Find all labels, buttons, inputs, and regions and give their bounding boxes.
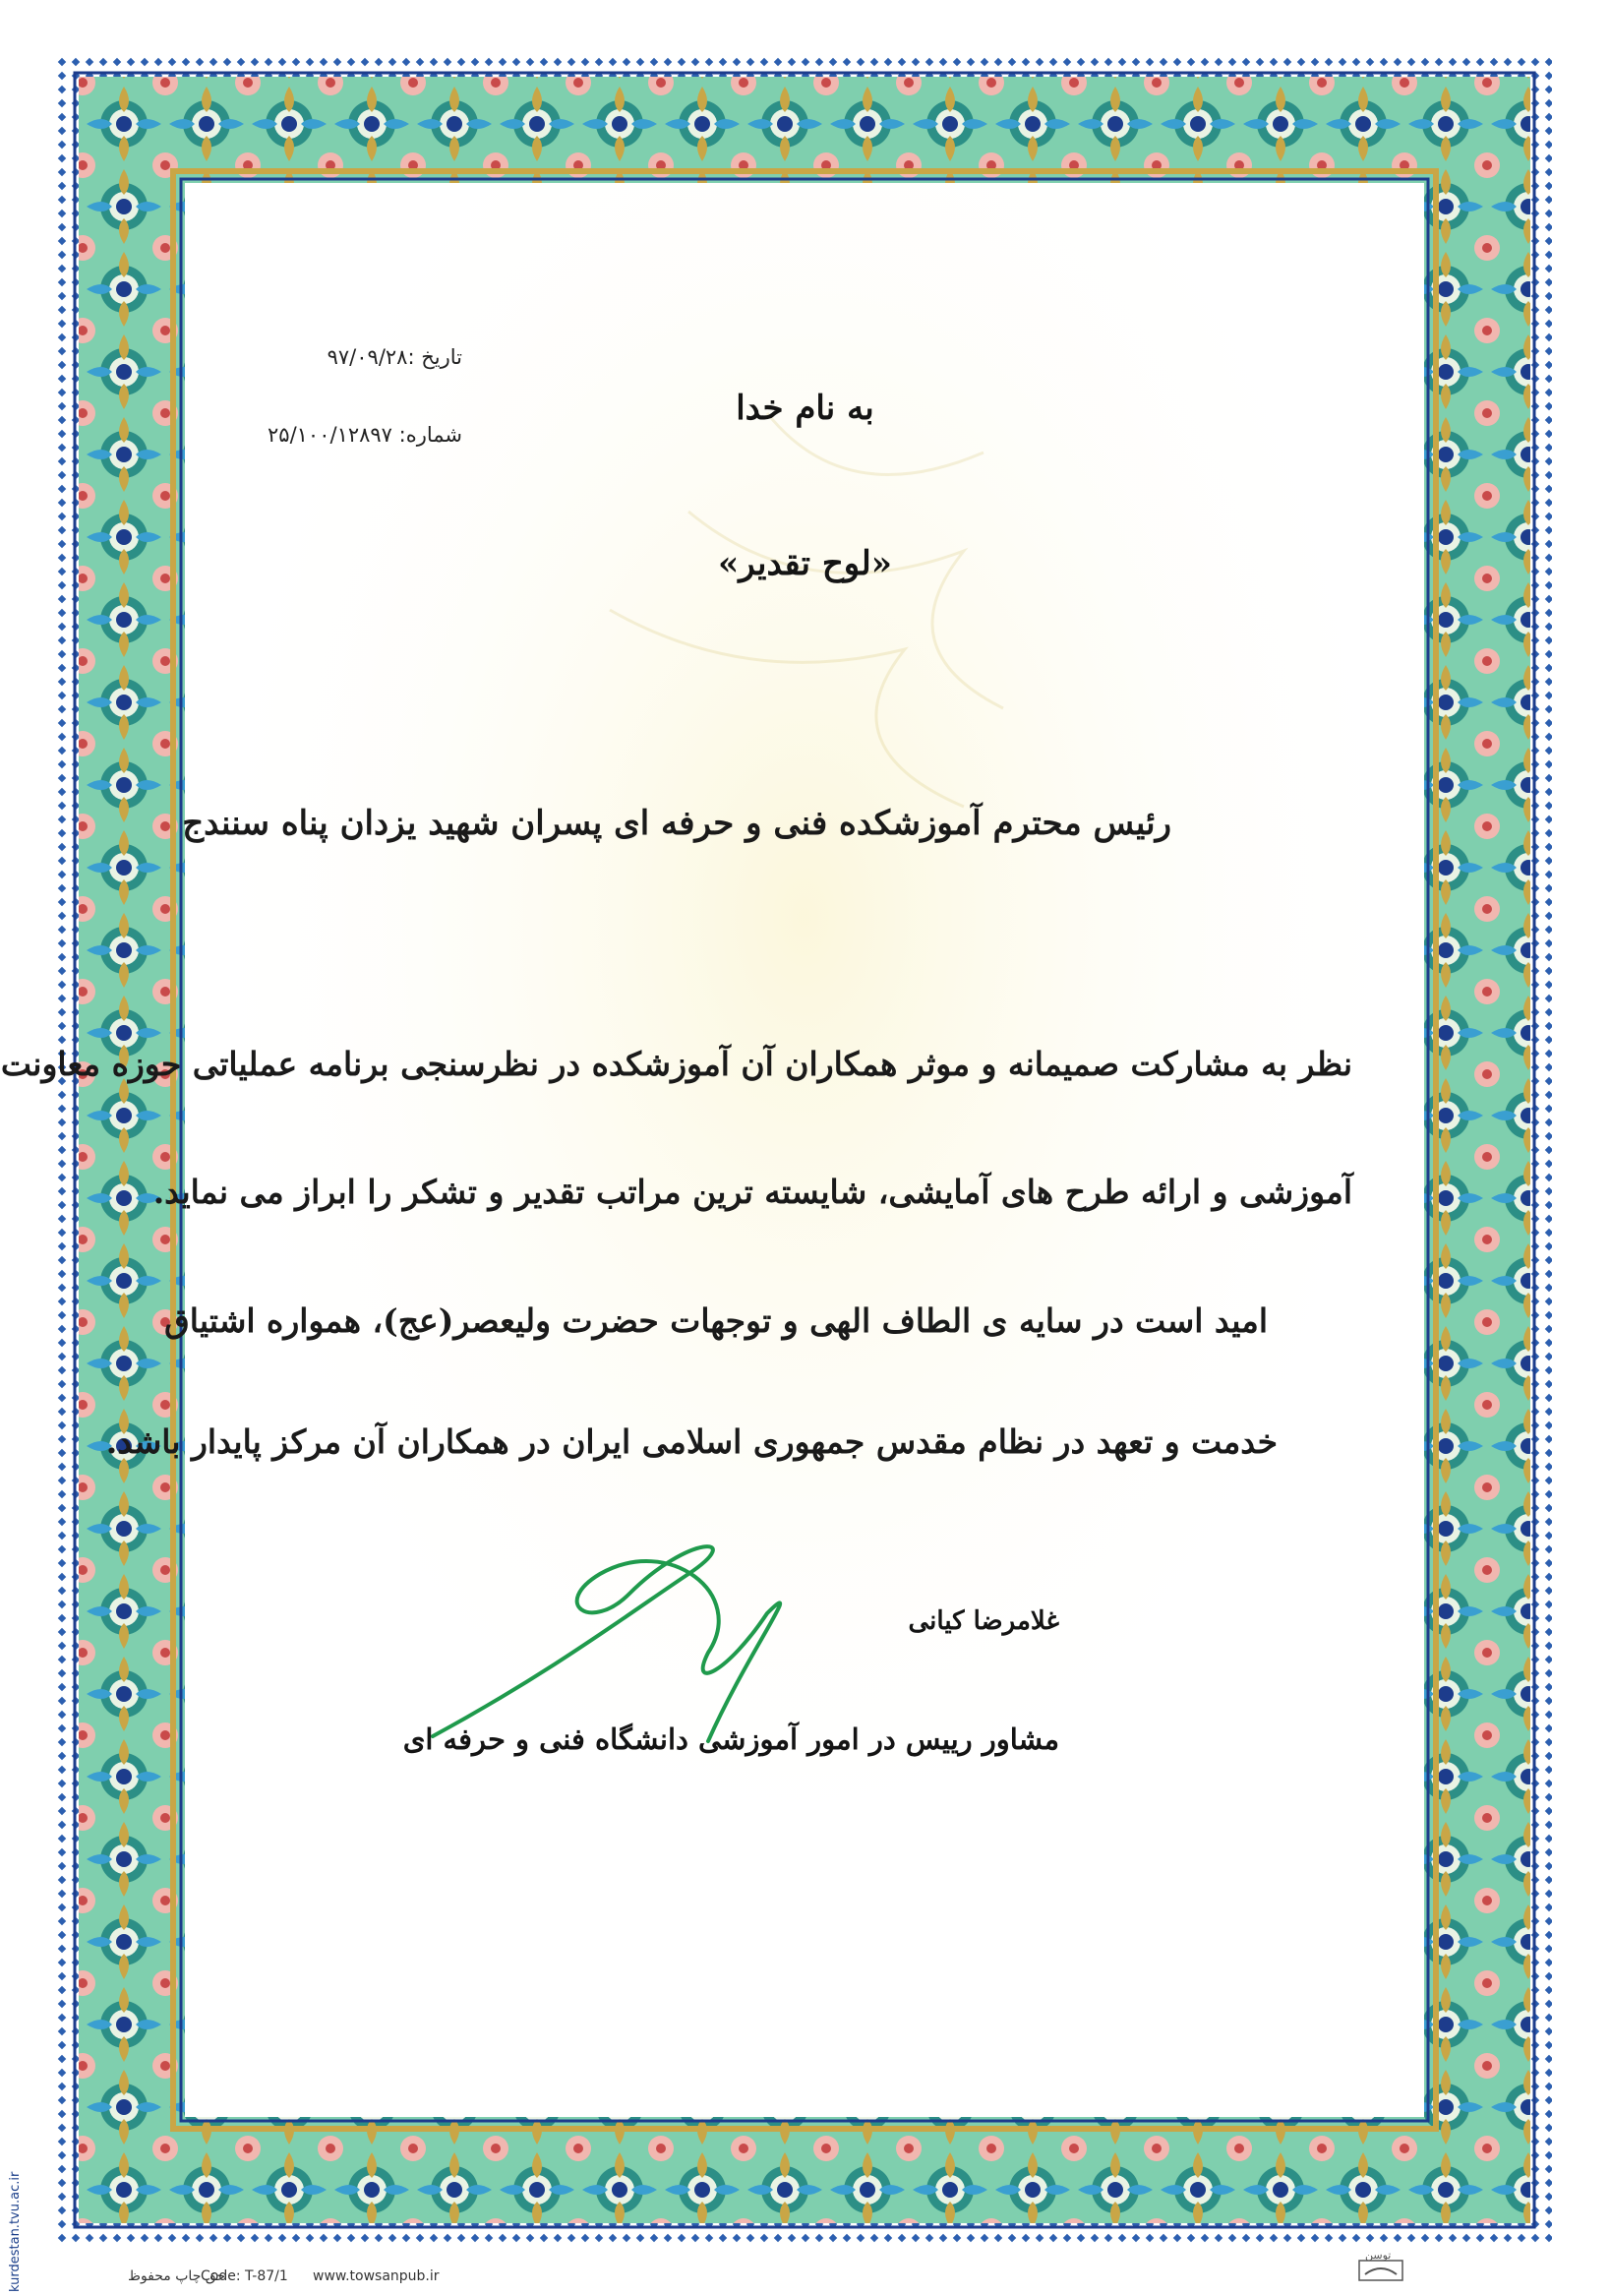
footer-rights: حق چاپ محفوظ (128, 2268, 226, 2284)
recipient-line: رئیس محترم آموزشکده فنی و حرفه ای پسران شهید یزدان پناه سنندج (182, 804, 1171, 843)
publisher-logo-text: توسن (1365, 2249, 1392, 2262)
signer-name: غلامرضا کیانی (908, 1606, 1059, 1636)
body-line-2: آموزشی و ارائه طرح های آمایشی، شایسته ترین مراتب تقدیر و تشکر را ابراز می نماید. (152, 1173, 1352, 1211)
side-watermark: kurdestan.tvu.ac.ir (8, 2171, 23, 2292)
footer-code: Code: T-87/1 (201, 2268, 288, 2284)
signer-title: مشاور رییس در امور آموزشی دانشگاه فنی و حرفه ای (402, 1722, 1059, 1756)
body-line-4: خدمت و تعهد در نظام مقدس جمهوری اسلامی ایران در همکاران آن مرکز پایدار باشد. (105, 1422, 1278, 1461)
footer-website: www.towsanpub.ir (313, 2268, 440, 2284)
date-line: تاریخ :۹۷/۰۹/۲۸ (327, 345, 462, 369)
number-line: شماره: ۲۵/۱۰۰/۱۲۸۹۷ (268, 423, 462, 447)
body-line-1: نظر به مشارکت صمیمانه و موثر همکاران آن آموزشکده در نظرسنجی برنامه عملیاتی حوزه معاونت (0, 1045, 1352, 1083)
document-title: «لوح تقدیر» (718, 544, 892, 583)
publisher-logo-icon (1359, 2261, 1402, 2280)
body-line-3: امید است در سایه ی الطاف الهی و توجهات حضرت ولیعصر(عج)، همواره اشتیاق (164, 1301, 1268, 1340)
invocation: به نام خدا (736, 389, 874, 428)
